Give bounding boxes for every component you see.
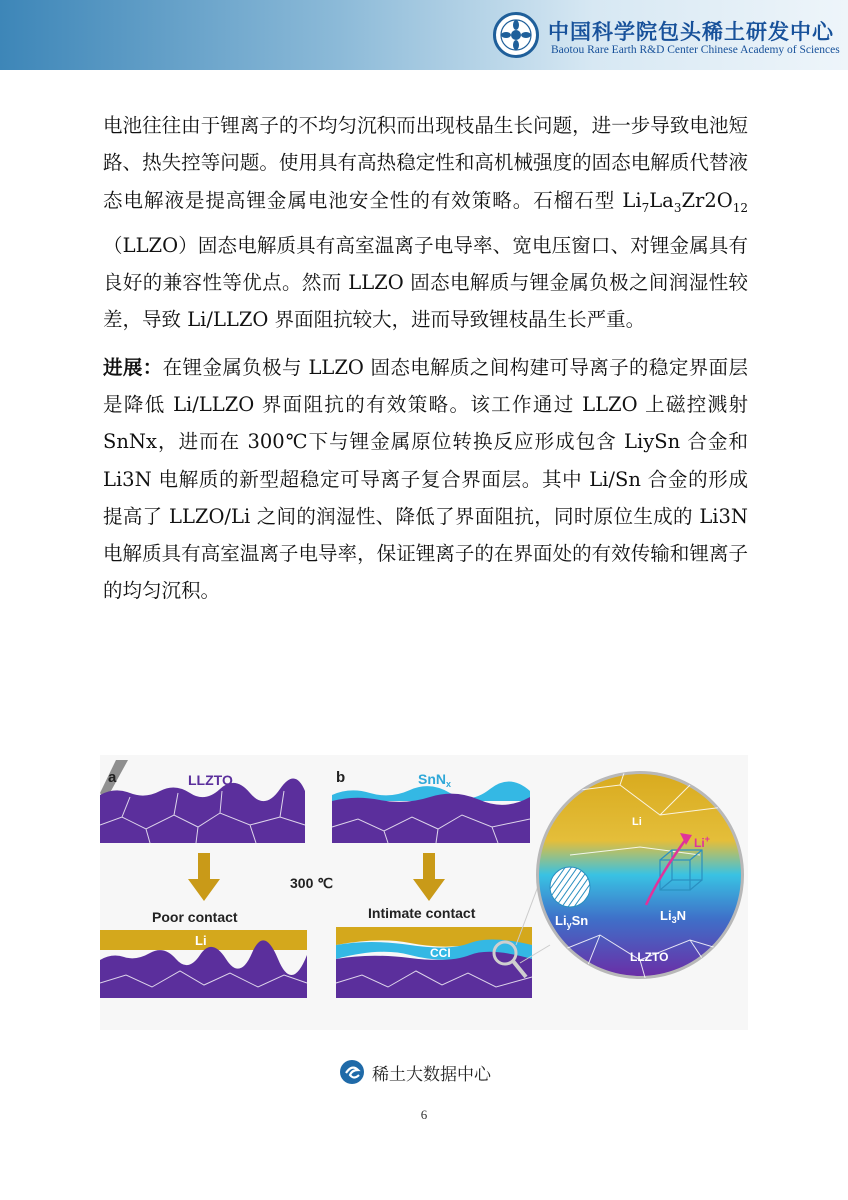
- label-temperature: 300 ℃: [290, 875, 333, 891]
- formula-subscript: 3: [673, 200, 682, 215]
- label-cci: CCI: [430, 946, 451, 960]
- label-poor-contact: Poor contact: [152, 909, 238, 925]
- label-li3n: $Li_3N$: [660, 908, 686, 925]
- label-llzto-top: LLZTO: [188, 772, 233, 788]
- text-run: 电池往往由于锂离子的不均匀沉积而出现枝晶生长问题，进一步导致电池短路、热失控等问题。使用具有高热稳定性和高机械强度的固态电解质代替液态电解液是提高锂金属电池安全性的有效策略。石榴石型 Li: [103, 114, 748, 212]
- progress-lead: 进展：: [103, 355, 163, 379]
- footer-brand-text: 稀土大数据中心: [372, 1065, 491, 1085]
- article-body: [103, 107, 748, 610]
- text-run: La: [649, 188, 674, 212]
- label-li-plus: Li+: [694, 834, 710, 850]
- progress-text: 在锂金属负极与 LLZO 固态电解质之间构建可导离子的稳定界面层是降低 Li/LLZO 界面阻抗的有效策略。该工作通过 LLZO 上磁控溅射 SnNx，进而在 300℃下与锂金属原位转换反应形成包含 LiySn 合金和 Li3N 电解质的新型超稳定可导离子复合界面层。其中 Li/Sn 合金的形成提高了 LLZO/Li 之间的润湿性、降低了界面阻抗，同时原位生成的 Li3N 电解质具有高室温离子电导率，保证锂离子的在界面处的有效传输和锂离子的均匀沉积。: [103, 355, 748, 603]
- label-li-bar: Li: [195, 933, 207, 948]
- label-circle-llzto: LLZTO: [630, 950, 669, 964]
- text-run: Zr2O: [681, 188, 733, 212]
- label-snnx: SnN$_x$: [418, 771, 452, 789]
- text-run: （LLZO）固态电解质具有高室温离子电导率、宽电压窗口、对锂金属具有良好的兼容性等优点。然而 LLZO 固态电解质与锂金属负极之间润湿性较差，导致 Li/LLZO 界面阻抗较大，进而导致锂枝晶生长严重。: [103, 233, 748, 332]
- label-circle-li: Li: [632, 816, 642, 828]
- org-name-en: Baotou Rare Earth R&D Center Chinese Academy of Sciences: [551, 44, 840, 56]
- label-intimate-contact: Intimate contact: [368, 905, 476, 921]
- label-liysn: $Li_ySn$: [555, 913, 589, 930]
- formula-subscript: 12: [732, 200, 748, 215]
- interface-schematic-figure: [100, 755, 748, 1030]
- cas-logo: [493, 12, 539, 58]
- label-a: a: [108, 769, 117, 786]
- data-center-logo-icon: [338, 1058, 366, 1086]
- page-number: 6: [420, 1107, 428, 1122]
- paragraph-background: [103, 107, 748, 339]
- formula-subscript: 7: [641, 200, 650, 215]
- page-header: [0, 0, 848, 70]
- org-name-cn: 中国科学院包头稀土研发中心: [548, 19, 834, 44]
- paragraph-progress: [103, 349, 748, 610]
- label-b: b: [336, 769, 346, 786]
